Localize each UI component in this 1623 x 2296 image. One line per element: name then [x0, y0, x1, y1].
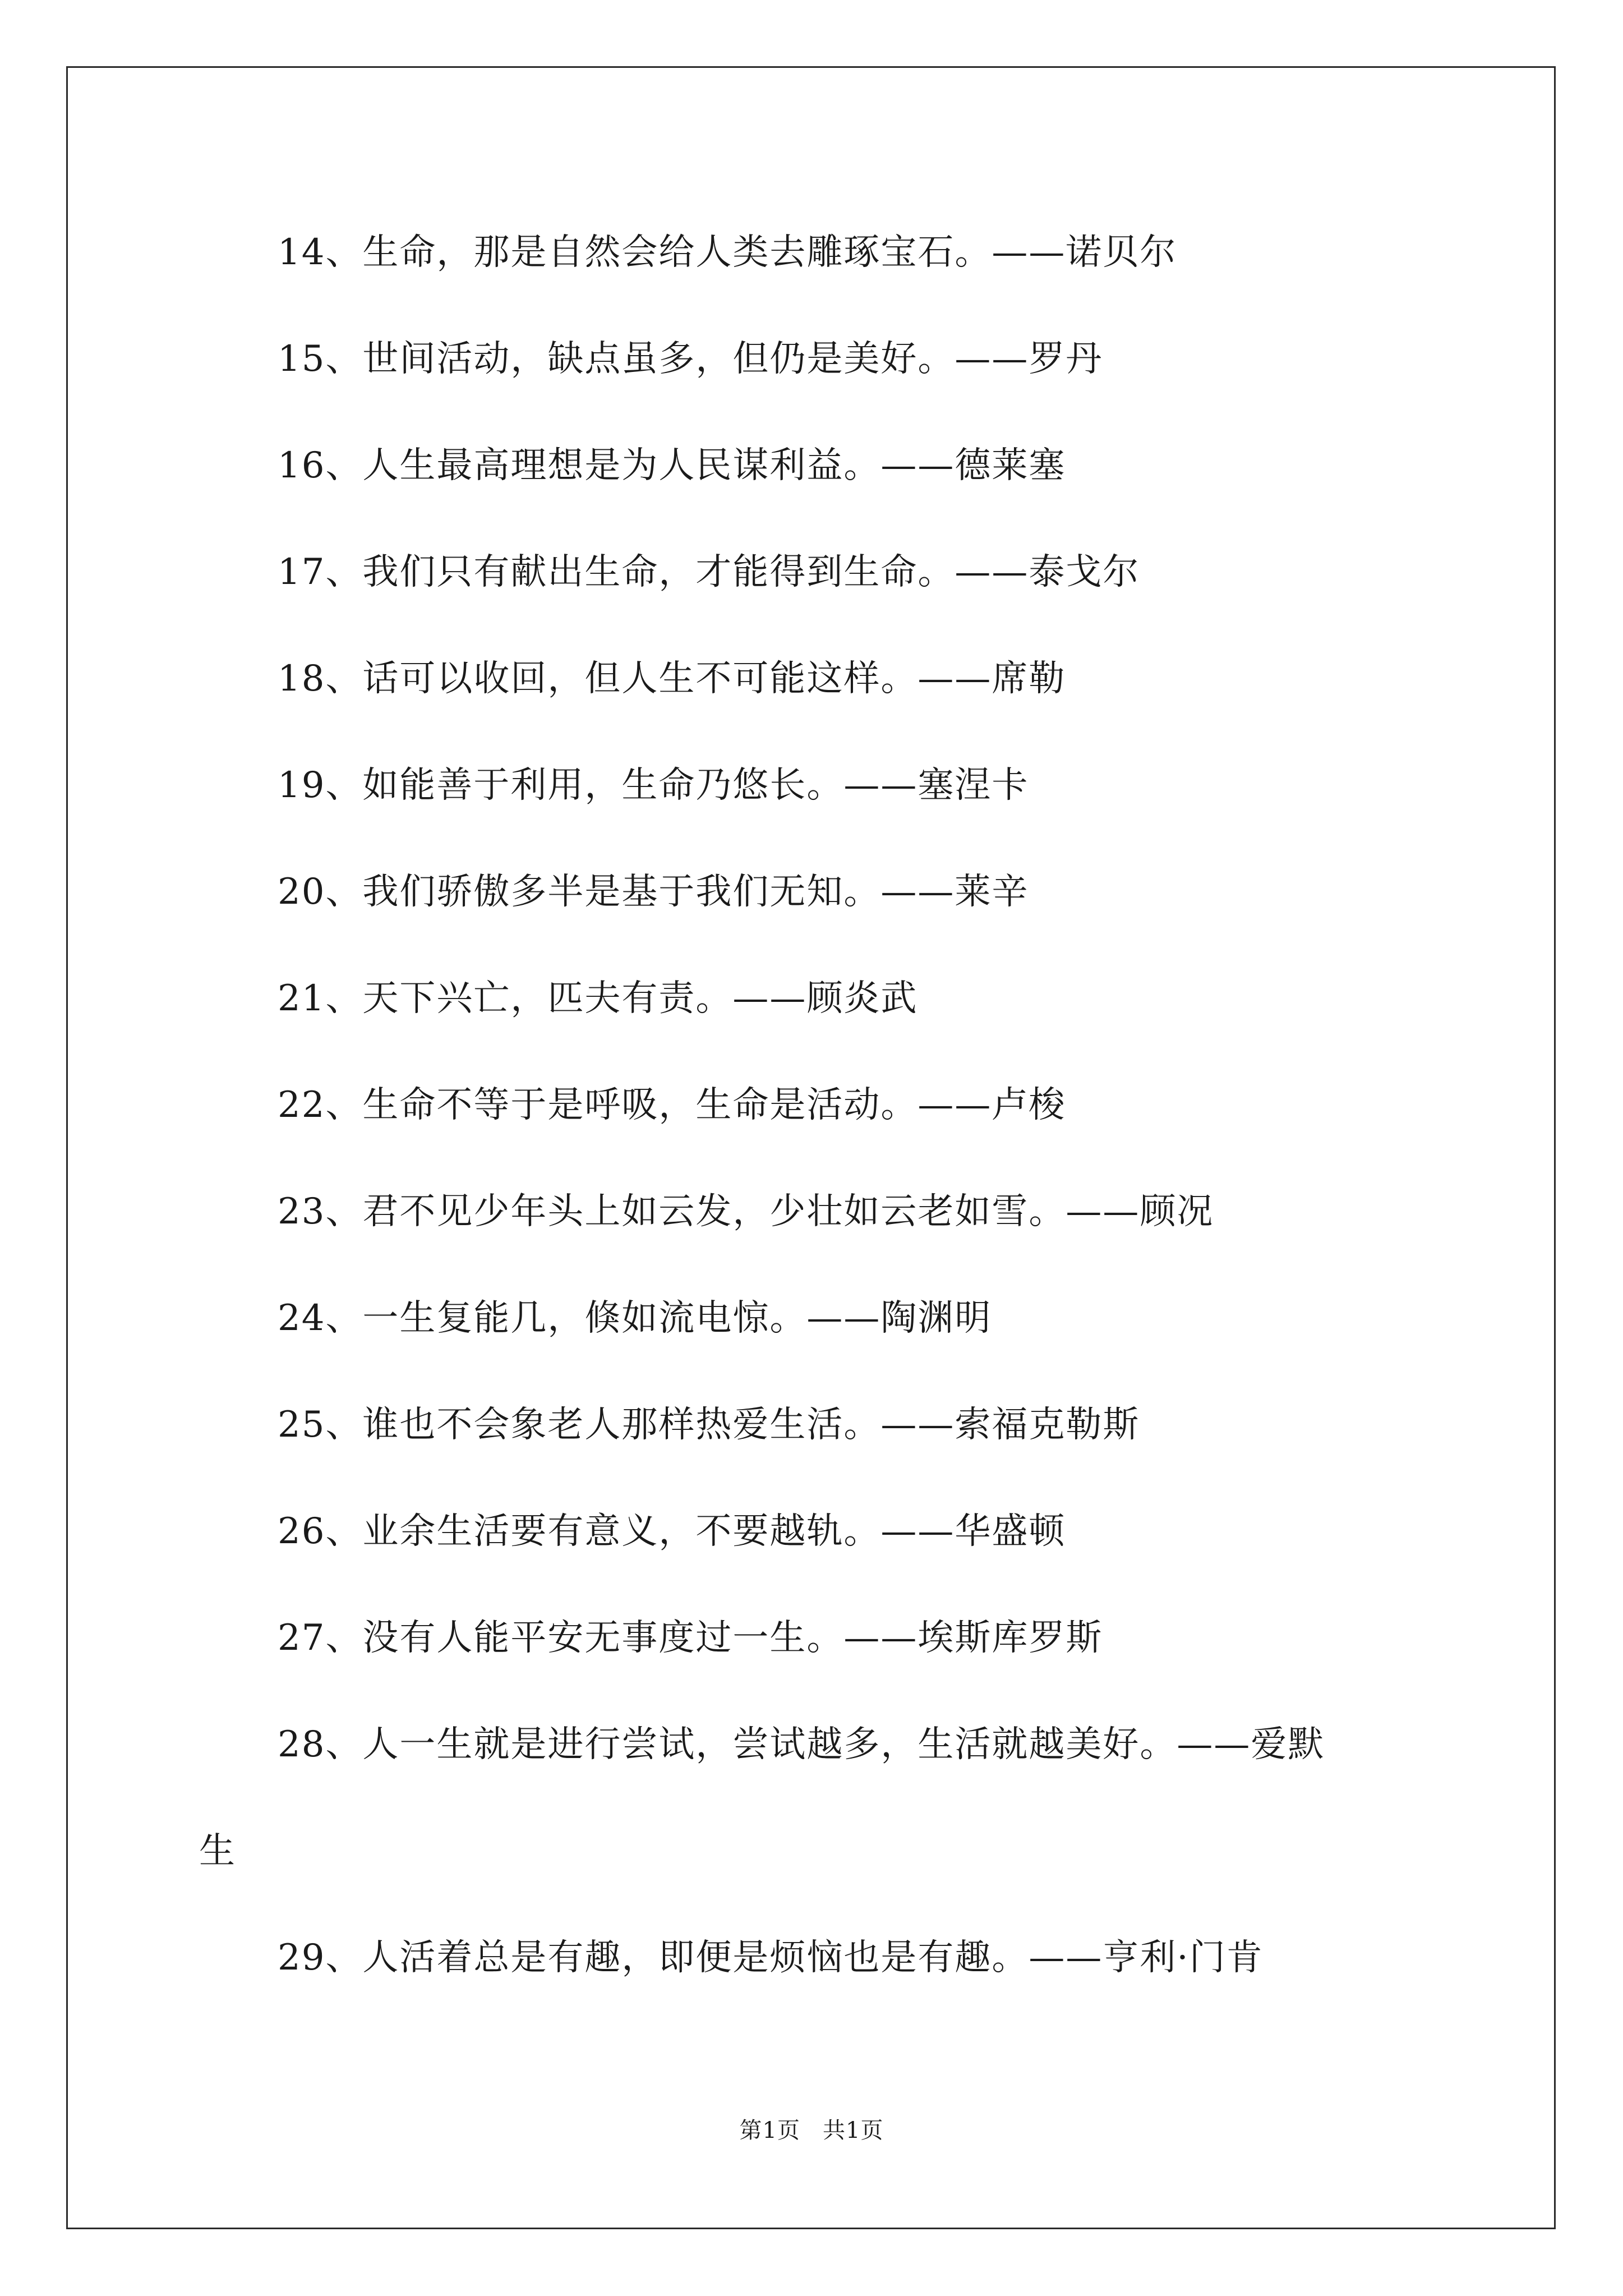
quote-line: 24、一生复能几，倏如流电惊。——陶渊明: [278, 1297, 992, 1339]
quote-line: 16、人生最高理想是为人民谋利益。——德莱塞: [278, 445, 1066, 486]
quote-line: 17、我们只有献出生命，才能得到生命。——泰戈尔: [278, 551, 1140, 593]
quote-line: 14、生命，那是自然会给人类去雕琢宝石。——诺贝尔: [278, 232, 1177, 273]
quote-line: 28、人一生就是进行尝试，尝试越多，生活就越美好。——爱默: [278, 1724, 1325, 1765]
quote-line: 20、我们骄傲多半是基于我们无知。——莱辛: [278, 871, 1029, 913]
page-total: 共1页: [823, 2118, 884, 2143]
quote-line: 15、世间活动，缺点虽多，但仍是美好。——罗丹: [278, 338, 1103, 380]
quote-line: 18、话可以收回，但人生不可能这样。——席勒: [278, 658, 1066, 700]
quote-line: 22、生命不等于是呼吸，生命是活动。——卢梭: [278, 1084, 1066, 1126]
quote-line: 29、人活着总是有趣，即便是烦恼也是有趣。——亨利·门肯: [278, 1937, 1264, 1978]
page-footer: [0, 2116, 1623, 2145]
quote-line: 21、天下兴亡，匹夫有责。——顾炎武: [278, 978, 918, 1019]
quote-line: 26、业余生活要有意义，不要越轨。——华盛顿: [278, 1511, 1066, 1552]
quote-line: 25、谁也不会象老人那样热爱生活。——索福克勒斯: [278, 1404, 1140, 1446]
quote-line: 19、如能善于利用，生命乃悠长。——塞涅卡: [278, 765, 1029, 806]
page-number: 第1页: [739, 2118, 800, 2143]
quote-line: 27、没有人能平安无事度过一生。——埃斯库罗斯: [278, 1617, 1103, 1659]
quote-line: 23、君不见少年头上如云发，少壮如云老如雪。——顾况: [278, 1191, 1214, 1232]
quote-line-continuation: 生: [199, 1830, 236, 1872]
